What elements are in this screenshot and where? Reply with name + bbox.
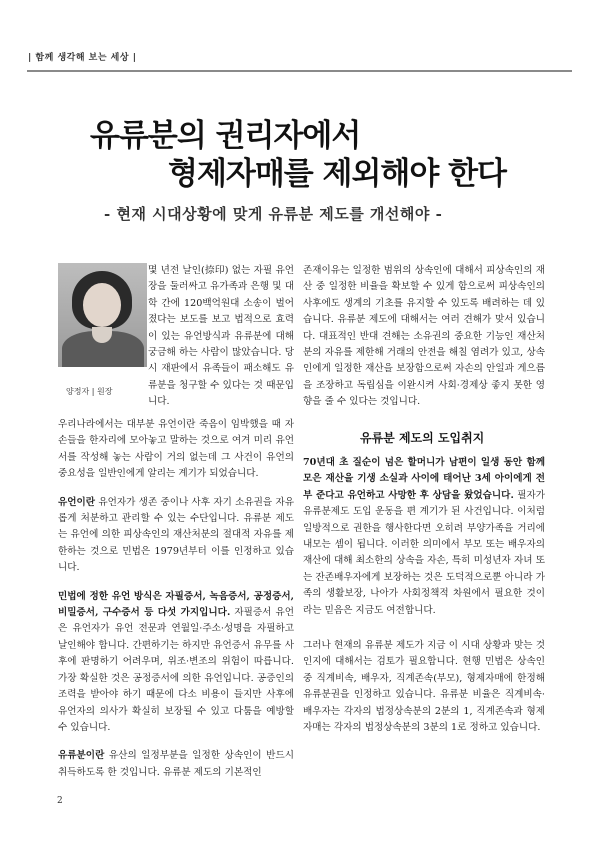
right-paragraph-2-lead: 70년대 초 질순이 넘은 할머니가 남편이 일생 동안 함께 모은 재산을 기생 소실과 사이에 태어난 3세 아이에게 전부 준다고 유언하고 사망한 후 상담을 왔었습니다.	[303, 457, 545, 501]
right-paragraph-1: 존재이유는 일정한 범위의 상속인에 대해서 피상속인의 재산 중 일정한 비율을 확보할 수 있게 함으로써 피상속인의 사후에도 생계의 기초를 유지할 수 있도록 배려하는 데 있습니다. 유류분 제도에 대해서는 여러 견해가 맞서 있습니다. 대표적인 반대 견해는 소유권의 중요한 기능인 재산처분의 자유를 제한해 거래의 안전을 해칠 염려가 있고, 상속인에게 일정한 재산을 보장함으로써 자손의 안일과 게으름을 조장하고 독립심을 이완시켜 사회·경제상 좋지 못한 영향을 줄 수 있다는 것입니다.	[303, 265, 545, 408]
intro-column	[148, 263, 294, 423]
paragraph-2-lead: 유언이란	[58, 496, 96, 508]
right-paragraph-2-text: 필자가 유류분제도 도입 운동을 편 계기가 된 사건입니다. 이처럼 일방적으로 권한을 행사한다면 오히려 부양가족을 거리에 내모는 셈이 됩니다. 이러한 의미에서 부모 또는 배우자의 재산에 대해 최소한의 상속을 자손, 특히 미성년자 자녀 또는 잔존배우자에게 보장하는 것은 도덕적으로뿐 아니라 가족의 생활보장, 나아가 사회정책적 차원에서 필요한 것이라는 믿음은 지금도 여전합니다.	[303, 489, 545, 616]
author-photo	[58, 263, 147, 367]
paragraph-2	[58, 495, 294, 577]
paragraph-4-lead: 유류분이란	[58, 750, 105, 762]
section-heading: 유류분 제도의 도입취지	[360, 431, 485, 445]
right-paragraph-3: 그러나 현재의 유류분 제도가 지금 이 시대 상황과 맞는 것인지에 대해서는 검토가 필요합니다. 현행 민법은 상속인 중 직계비속, 배우자, 직계존속(부모), 형제자매에 한정해 유류분권을 인정하고 있습니다. 유류분 비율은 직계비속·배우자는 각자의 법정상속분의 2분의 1, 직계존속과 형제자매는 각자의 법정상속분의 3분의 1로 정하고 있습니다.	[303, 640, 545, 734]
paragraph-2-text: 유언자가 생존 중이나 사후 자기 소유권을 자유롭게 처분하고 관리할 수 있는 수단입니다. 유류분 제도는 유언에 의한 피상속인의 재산처분의 절대적 자유를 제한하는 것으로 민법은 1979년부터 이를 인정하고 있습니다.	[58, 496, 294, 574]
intro-paragraph: 몇 년전 날인(捺印) 없는 자필 유언장을 둘러싸고 유가족과 은행 및 대학 간에 120백억원대 소송이 벌어졌다는 보도를 보고 법적으로 효력이 있는 유언방식과 유류분에 대해 궁금해 하는 사람이 많았습니다. 당시 재판에서 유족들이 패소해도 유류분을 청구할 수 있다는 것 때문입니다.	[148, 265, 294, 408]
header-divider	[27, 70, 572, 72]
right-column-top	[303, 263, 545, 423]
title-line-2: 형제자매를 제외해야 한다	[168, 156, 506, 192]
right-paragraph-2	[303, 455, 545, 619]
paragraph-4-text: 유산의 일정부분을 일정한 상속인이 반드시 취득하도록 한 것입니다. 유류분 제도의 기본적인	[58, 750, 294, 778]
paragraph-3-lead: 민법에 정한 유언 방식은 자필증서, 녹음증서, 공정증서, 비밀증서, 구수증서 등 다섯 가지입니다.	[58, 590, 294, 619]
title-line-1: 유류분의 권리자에서	[90, 118, 361, 154]
left-column	[58, 417, 294, 793]
paragraph-1: 우리나라에서는 대부분 유언이란 죽음이 임박했을 때 자손들을 한자리에 모아놓고 말하는 것으로 여겨 미리 유언서를 작성해 놓는 사람이 거의 없는데 그 사건이 유언의 중요성을 일반인에게 알리는 계기가 되었습니다.	[58, 419, 294, 480]
section-label: | 함께 생각해 보는 세상 |	[28, 53, 137, 63]
author-caption: 양정자 | 원장	[66, 387, 113, 396]
subtitle: - 현재 시대상황에 맞게 유류분 제도를 개선해야 -	[104, 205, 443, 223]
paragraph-4	[58, 748, 294, 781]
paragraph-3-text: 자필증서 유언은 유언자가 유언 전문과 연월일·주소·성명을 자필하고 날인해야 합니다. 간편하기는 하지만 유언증서 유무를 사후에 판명하기 어려우며, 위조·변조의 위험이 따릅니다. 가장 확실한 것은 공정증서에 의한 유언입니다. 공증인의 조력을 받아야 하기 때문에 다소 비용이 들지만 사후에 유언자의 의사가 확실히 보장될 수 있고 다툼을 예방할 수 있습니다.	[58, 607, 294, 733]
right-column-middle	[303, 455, 545, 631]
right-column-bottom	[303, 638, 545, 748]
page-number: 2	[57, 796, 63, 806]
paragraph-3	[58, 589, 294, 737]
